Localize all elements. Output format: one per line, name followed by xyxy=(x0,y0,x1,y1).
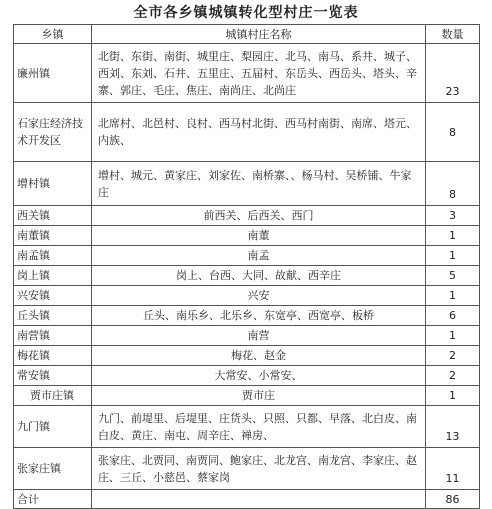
villages-cell: 大常安、小常安、 xyxy=(92,366,426,386)
count-cell: 3 xyxy=(426,206,480,226)
villages-cell: 南孟 xyxy=(92,246,426,266)
count-cell: 1 xyxy=(426,326,480,346)
town-cell: 增村镇 xyxy=(14,162,92,206)
table-row xyxy=(14,246,480,266)
villages-cell: 增村、城元、黄家庄、刘家佐、南桥寨、、杨马村、吴桥铺、牛家庄 xyxy=(92,162,426,206)
table-row xyxy=(14,386,480,406)
table-row xyxy=(14,286,480,306)
villages-cell: 丘头、南乐乡、北乐乡、东宽亭、西宽亭、板桥 xyxy=(92,306,426,326)
town-cell: 常安镇 xyxy=(14,366,92,386)
villages-cell: 贾市庄 xyxy=(92,386,426,406)
villages-cell: 南营 xyxy=(92,326,426,346)
count-cell: 1 xyxy=(426,386,480,406)
count-cell: 2 xyxy=(426,346,480,366)
table-row xyxy=(14,206,480,226)
count-cell: 5 xyxy=(426,266,480,286)
total-empty-cell xyxy=(92,490,426,509)
town-cell: 九门镇 xyxy=(14,406,92,448)
town-cell: 丘头镇 xyxy=(14,306,92,326)
town-cell: 南董镇 xyxy=(14,226,92,246)
villages-cell: 梅花、赵金 xyxy=(92,346,426,366)
village-table xyxy=(13,24,480,509)
town-cell: 贾市庄镇 xyxy=(14,386,92,406)
town-cell: 兴安镇 xyxy=(14,286,92,306)
table-row xyxy=(14,162,480,206)
page-title: 全市各乡镇城镇转化型村庄一览表 xyxy=(133,5,359,21)
header-count: 数量 xyxy=(426,25,480,44)
town-cell: 石家庄经济技术开发区 xyxy=(14,103,92,162)
table-row xyxy=(14,306,480,326)
villages-cell: 九门、前堤里、后堤里、庄货头、只照、只都、早落、北白皮、南白皮、黄庄、南屯、周辛庄、禅房、 xyxy=(92,406,426,448)
villages-cell: 南董 xyxy=(92,226,426,246)
table-row xyxy=(14,406,480,448)
town-cell: 岗上镇 xyxy=(14,266,92,286)
town-cell: 梅花镇 xyxy=(14,346,92,366)
count-cell: 6 xyxy=(426,306,480,326)
total-count: 86 xyxy=(426,490,480,509)
table-row xyxy=(14,266,480,286)
count-cell: 8 xyxy=(426,103,480,162)
table-row xyxy=(14,448,480,490)
table-header-row xyxy=(14,25,480,44)
villages-cell: 兴安 xyxy=(92,286,426,306)
town-cell: 张家庄镇 xyxy=(14,448,92,490)
villages-cell: 岗上、台西、大同、故献、西辛庄 xyxy=(92,266,426,286)
count-cell: 1 xyxy=(426,286,480,306)
table-row xyxy=(14,103,480,162)
total-label: 合计 xyxy=(14,490,92,509)
count-cell: 2 xyxy=(426,366,480,386)
table-row xyxy=(14,346,480,366)
town-cell: 廉州镇 xyxy=(14,44,92,103)
table-row xyxy=(14,366,480,386)
header-villages: 城镇村庄名称 xyxy=(92,25,426,44)
count-cell: 1 xyxy=(426,226,480,246)
villages-cell: 前西关、后西关、西门 xyxy=(92,206,426,226)
town-cell: 南孟镇 xyxy=(14,246,92,266)
villages-cell: 张家庄、北贾同、南贾同、鲍家庄、北龙宫、南龙宫、李家庄、赵庄、三丘、小慈邑、蔡家岗 xyxy=(92,448,426,490)
town-cell: 西关镇 xyxy=(14,206,92,226)
table-row xyxy=(14,226,480,246)
town-cell: 南营镇 xyxy=(14,326,92,346)
count-cell: 8 xyxy=(426,162,480,206)
header-town: 乡镇 xyxy=(14,25,92,44)
table-row xyxy=(14,326,480,346)
count-cell: 23 xyxy=(426,44,480,103)
total-row xyxy=(14,490,480,509)
villages-cell: 北街、东街、南街、城里庄、梨园庄、北马、南马、系井、城子、西刘、东刘、石井、五里庄、五届村、东岳头、西岳头、塔头、辛寨、郭庄、毛庄、焦庄、南尚庄、北尚庄 xyxy=(92,44,426,103)
count-cell: 1 xyxy=(426,246,480,266)
count-cell: 11 xyxy=(426,448,480,490)
count-cell: 13 xyxy=(426,406,480,448)
table-row xyxy=(14,44,480,103)
villages-cell: 北席村、北邑村、良村、西马村北街、西马村南街、南席、塔元、内族、 xyxy=(92,103,426,162)
